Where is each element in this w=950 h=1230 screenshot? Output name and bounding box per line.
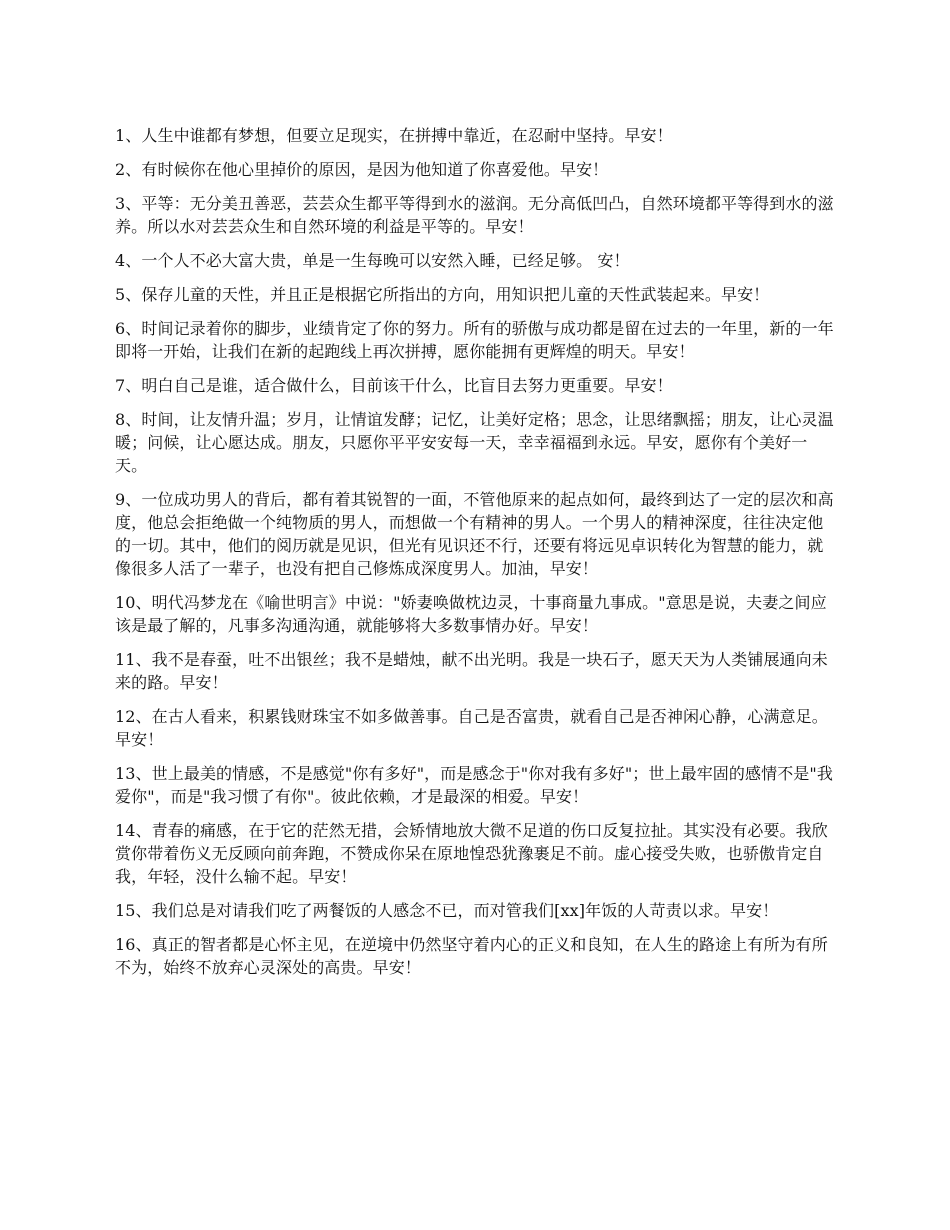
document-body — [115, 124, 835, 990]
paragraph-10: 10、明代冯梦龙在《喻世明言》中说："娇妻唤做枕边灵，十事商量九事成。"意思是说，夫妻之间应该是最了解的，凡事多沟通沟通，就能够将大多数事情办好。早安！ — [115, 593, 827, 635]
paragraph-2: 2、有时候你在他心里掉价的原因，是因为他知道了你喜爱他。早安！ — [115, 160, 609, 179]
paragraph-11: 11、我不是春蚕，吐不出银丝；我不是蜡烛，献不出光明。我是一块石子，愿天天为人类铺展通向未来的路。早安！ — [115, 650, 828, 692]
paragraph-13: 13、世上最美的情感，不是感觉"你有多好"，而是感念于"你对我有多好"；世上最牢固的感情不是"我爱你"，而是"我习惯了有你"。彼此依赖，才是最深的相爱。早安！ — [115, 764, 833, 806]
paragraph-14: 14、青春的痛感，在于它的茫然无措，会矫情地放大微不足道的伤口反复拉扯。其实没有必要。我欣赏你带着伤义无反顾向前奔跑，不赞成你呆在原地惶恐犹豫裹足不前。虚心接受失败，也骄傲肯定自我，年轻，没什么输不起。早安！ — [115, 821, 828, 886]
paragraph-12: 12、在古人看来，积累钱财珠宝不如多做善事。自己是否富贵，就看自己是否神闲心静，心满意足。早安！ — [115, 707, 828, 749]
paragraph-4: 4、一个人不必大富大贵，单是一生每晚可以安然入睡，已经足够。 安！ — [115, 251, 630, 270]
paragraph-9: 9、一位成功男人的背后，都有着其锐智的一面，不管他原来的起点如何，最终到达了一定的层次和高度，他总会拒绝做一个纯物质的男人，而想做一个有精神的男人。一个男人的精神深度，往往决定他的一切。其中，他们的阅历就是见识，但光有见识还不行，还要有将远见卓识转化为智慧的能力，就像很多人活了一辈子，也没有把自己修炼成深度男人。加油，早安！ — [115, 490, 834, 578]
paragraph-15: 15、我们总是对请我们吃了两餐饭的人感念不已，而对管我们[xx]年饭的人苛责以求。早安！ — [115, 901, 779, 920]
paragraph-8: 8、时间，让友情升温；岁月，让情谊发酵；记忆，让美好定格；思念，让思绪飘摇；朋友，让心灵温暖；问候，让心愿达成。朋友，只愿你平平安安每一天，幸幸福福到永远。早安，愿你有个美好一天。 — [115, 410, 834, 475]
paragraph-16: 16、真正的智者都是心怀主见，在逆境中仍然坚守着内心的正义和良知，在人生的路途上有所为有所不为，始终不放弃心灵深处的高贵。早安！ — [115, 935, 828, 977]
paragraph-5: 5、保存儿童的天性，并且正是根据它所指出的方向，用知识把儿童的天性武装起来。早安！ — [115, 285, 770, 304]
paragraph-6: 6、时间记录着你的脚步，业绩肯定了你的努力。所有的骄傲与成功都是留在过去的一年里，新的一年即将一开始，让我们在新的起跑线上再次拼搏，愿你能拥有更辉煌的明天。早安！ — [115, 319, 834, 361]
paragraph-3: 3、平等：无分美丑善恶，芸芸众生都平等得到水的滋润。无分高低凹凸，自然环境都平等得到水的滋养。所以水对芸芸众生和自然环境的利益是平等的。早安！ — [115, 194, 834, 236]
paragraph-7: 7、明白自己是谁，适合做什么，目前该干什么，比盲目去努力更重要。早安！ — [115, 376, 673, 395]
paragraph-1: 1、人生中谁都有梦想，但要立足现实，在拼搏中靠近，在忍耐中坚持。早安！ — [115, 126, 673, 145]
